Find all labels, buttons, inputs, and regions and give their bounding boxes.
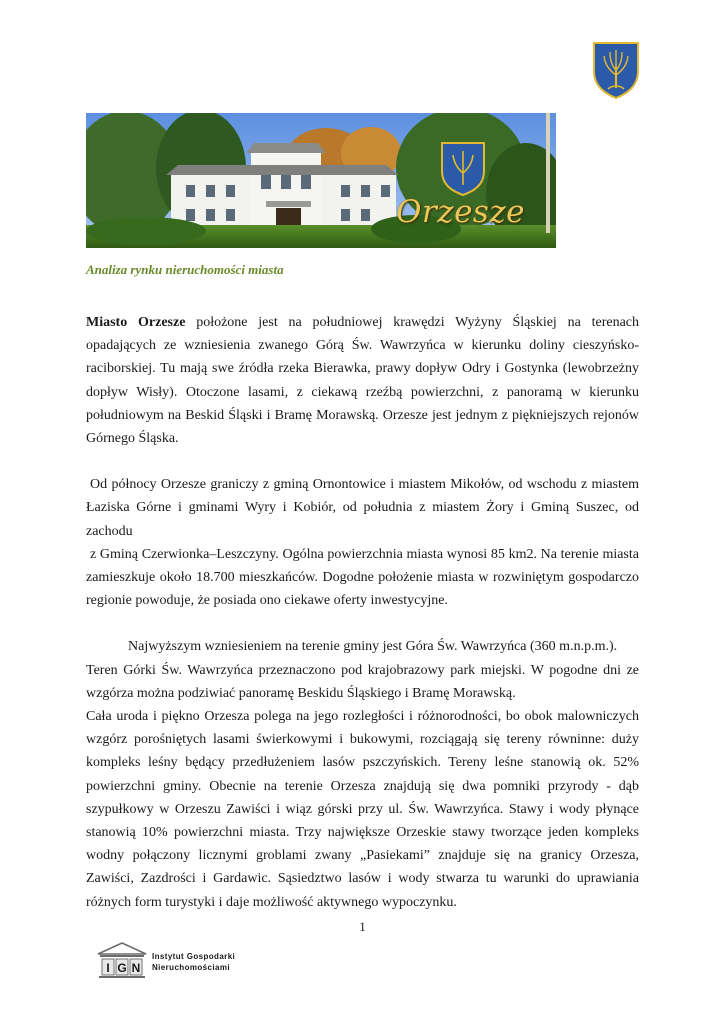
institute-name-line1: Instytut Gospodarki <box>152 952 236 961</box>
paragraph-2b: z Gminą Czerwionka–Leszczyny. Ogólna powierzchnia miasta wynosi 85 km2. Na terenie miasta zamieszkuje około 18.700 mieszkańców. Dogodne położenie miasta w rozwiniętym gospodarczo regionie powoduje, że posiada ono ciekawe oferty inwestycyjne. <box>86 546 639 609</box>
paragraph-3b: Teren Górki Św. Wawrzyńca przeznaczono pod krajobrazowy park miejski. W pogodne dni ze wzgórza można podziwiać panoramę Beskidu Śląskiego i Bramę Morawską. <box>86 662 639 701</box>
svg-text:G: G <box>117 961 127 975</box>
paragraph-3a: Najwyższym wzniesieniem na terenie gminy jest Góra Św. Wawrzyńca (360 m.n.p.m.). <box>128 639 618 655</box>
paragraph-4: Cała uroda i piękno Orzesza polega na jego rozległości i różnorodności, bo obok malowniczych wzgórz porośniętych lasami świerkowymi i bukowymi, rozciągają się tereny równinne: duży kompleks leśny będący przedłużeniem lasów pszczyńskich. Tereny leśne stanowią ok. 52% powierzchni gminy. Obecnie na terenie Orzesza znajdują się dwa pomniki przyrody - dąb szypułkowy w Orzeszu Zawiści i wiąz górski przy ul. Św. Wawrzyńca. Stawy i wody płynące stanowią 10% powierzchni miasta. Trzy największe Orzeskie stawy tworzące jeden kompleks wodny połączony licznymi groblami zwany „Pasiekami” znajduje się na granicy Orzesza, Zawiści, Zazdrości i Gardawic. Sąsiedztwo lasów i wody stwarza tu warunki do uprawiania różnych form turystyki i daje możliwość aktywnego wypoczynku. <box>86 709 639 910</box>
paragraph-1 <box>86 311 639 450</box>
svg-text:N: N <box>131 961 141 975</box>
paragraph-1-lead: Miasto Orzesze <box>86 315 186 330</box>
paragraph-1-text: położone jest na południowej krawędzi Wyżyny Śląskiej na terenach opadających ze wzniesienia zwanego Górą Św. Wawrzyńca w kierunku doliny cieszyńsko-raciborskiej. Tu mają swe źródła rzeka Bierawka, prawy dopływ Odry i Gostynka (lewobrzeżny dopływ Wisły). Otoczone lasami, z ciekawą rzeźbą powierzchni, z panoramą w kierunku południowym na Beskid Śląski i Bramę Morawską. Orzesze jest jednym z piękniejszych rejonów Górnego Śląska. <box>86 315 639 447</box>
document-body <box>86 311 639 914</box>
document-subtitle: Analiza rynku nieruchomości miasta <box>86 262 284 277</box>
institute-name-line2: Nieruchomościami <box>152 963 230 972</box>
paragraph-2a: Od północy Orzesze graniczy z gminą Ornontowice i miastem Mikołów, od wschodu z miastem Łaziska Górne i gminami Wyry i Kobiór, od południa z miastem Żory i Gminą Suszec, od zachodu <box>86 477 639 539</box>
institute-name <box>152 951 235 973</box>
coat-of-arms-icon <box>592 41 640 99</box>
banner-town-name: Orzesze <box>396 194 525 230</box>
svg-text:I: I <box>106 961 110 975</box>
page-number: 1 <box>359 919 366 934</box>
